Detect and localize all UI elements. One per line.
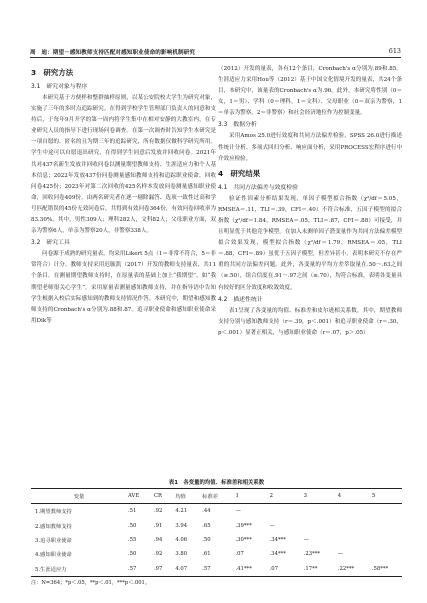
paragraph: 本研究基于方便样和整群抽样原则，以某公安院校大学生为研究对象，实施了三年的多时点追踪研究。在得到学校学生管理部门负责人的同意和支持后，于每年9月开学的第一周内将学生集中在相对安静的大教室内，在专业研究人员的指导下进行现场问卷调查。在第一次调查时告知学生本研究是一项自愿的、匿名的且为期三年的追踪研究，所有数据仅做科学研究所用。学生中途可以自愿退出研究，在得到学生同意后发放并回收问卷。2021年共对437名新生发放并回收问卷以测量期望教师支持、生涯适应力和个人基本信息；2022年发放437份问卷测量感知教师支持和追踪职业使命，回收问卷425份；2023年对第二次回收的425名样本发放问卷测量感知职业使命，回收问卷409份。由两名研究者在逐一剔除漏答、选项一致性过高和学号匹配错误的45份无效问卷后，共得到有效问卷364份，有效问卷回收率为83.30%。其中，男性309人；理科282人，文科82人；父母职业方面，双亲为警察6人，单亲为警察20人，非警察338人。 xyxy=(31,95,216,235)
table-header-cell: 4 xyxy=(334,489,368,504)
table-cell: .94 xyxy=(153,536,163,543)
table-cell: .50 xyxy=(128,551,137,558)
table-cell: .17** xyxy=(300,562,334,577)
table-cell: .44 xyxy=(202,508,211,515)
variable-name-cell: 3.追寻职业使命 xyxy=(35,537,72,544)
table-body xyxy=(31,504,402,577)
variable-name-cell: 1.期望教师支持 xyxy=(35,509,72,516)
table-cell: .50 xyxy=(202,536,211,543)
section-heading: 4 研究结果 xyxy=(218,168,261,178)
table-header-cell: 均值 xyxy=(171,489,198,504)
table-cell: .97 xyxy=(150,562,171,577)
table-cell: 3.94 xyxy=(175,522,188,529)
table-cell: .50 xyxy=(128,522,137,529)
paragraph: （2012）开发的量表，各有12个条目，Cronbach's α分别为.89和.85。生涯适应力采用Hou等（2012）基于中国文化情境开发的量表，共24个条目，本研究中，该量表的Cronbach's α为.96。此外，本研究将性别（0＝女，1＝男）、学科（0＝理科，1＝文科）、父母职业（0＝双亲为警察，1＝单亲为警察，2＝非警察）和社会经济地位作为控制变量。 xyxy=(218,66,402,117)
table-row xyxy=(31,562,402,577)
table-cell: .07 xyxy=(235,551,244,558)
paragraph: 问卷源于成熟的研究量表，均采用Likert 5点（1＝非常不符合，5＝非常符合）计分。教师支持采用迟毓凯（2017）开发的教师支持量表，共11个条目。在测量期望教师支持时，在原量表的基础上加上“我期望”，如“我期望老师很关心学生”。采用原量表测量感知教师支持，并在指导语中告知学生根据入校后实际感知到的教师支持情况作答。本研究中，期望和感知教师支持的Cronbach's α分别为.88和.87。追寻职业使命和感知职业使命采用Dik等 xyxy=(31,251,216,324)
table-cell xyxy=(300,504,334,519)
subsection-heading: 3.3 数据分析 xyxy=(218,122,257,129)
table-row xyxy=(31,533,402,547)
table-header-row xyxy=(31,489,402,504)
table-header-cell: 1 xyxy=(231,489,265,504)
correlation-table xyxy=(31,488,402,577)
table-header-cell: AVE xyxy=(124,489,150,504)
paragraph: 验证性因素分析结果发现，单因子模型拟合指数（χ²/df＝5.05，RMSEA＝.11，TLI＝.39，CFI＝.40）不符合标准，五因子模型的拟合指数（χ²/df＝1.84，RMSEA＝.05，TLI＝.87，CFI＝.88）可接受，并且明显优于其他竞争模型。在加入未测单因子潜变量作为共同方法偏差模型拟合效果发现，模型拟合指数（χ²/df＝1.79，RMSEA＝.05，TLI＝.88，CFI＝.89）虽优于五因子模型，但差异甚小，表明本研究不存在严重的共同方法偏差问题。此外，各变量的平均方差萃取量在.50～.63之间（≥.50），组合信度在.91～.97之间（≥.70），均符合标准，表明各变量具有较好的区分效度和收敛效度。 xyxy=(218,195,402,291)
variable-name-cell: 5.生涯适应力 xyxy=(31,562,124,577)
table-cell: .65 xyxy=(202,522,211,529)
table-cell: — xyxy=(269,522,275,529)
table-cell: .41*** xyxy=(231,562,265,577)
table-cell xyxy=(368,547,402,561)
table-cell: .55 xyxy=(128,536,137,543)
table-header-cell: 变量 xyxy=(31,489,124,504)
paragraph: 表1呈现了各变量的均值、标准差和皮尔逊相关系数。其中，期望教师支持分别与感知教师支持（r＝.39，p＜.001）和追寻职业使命（r＝.30，p＜.001）显著正相关，与感知职业使命（r＝.07，p＞.05） xyxy=(218,307,402,336)
table-header-cell: 2 xyxy=(266,489,300,504)
table-cell: .57 xyxy=(198,562,231,577)
variable-name-cell: 4.感知职业使命 xyxy=(35,552,72,559)
table-cell: .34*** xyxy=(269,536,286,543)
table-cell xyxy=(334,504,368,519)
table-cell xyxy=(334,518,368,532)
table-cell xyxy=(266,504,300,519)
table-row xyxy=(31,518,402,532)
page-number: 613 xyxy=(388,47,401,55)
table-cell: .23*** xyxy=(303,551,321,558)
table-row xyxy=(31,504,402,519)
subsection-heading: 3.2 研究工具 xyxy=(31,240,70,247)
running-header: 周 迪：期望－感知教师支持匹配对感知职业使命的影响机制研究 xyxy=(30,50,196,56)
table-cell: — xyxy=(235,508,241,515)
table-header-cell: 标准差 xyxy=(198,489,231,504)
variable-name-cell: 2.感知教师支持 xyxy=(35,523,72,530)
table-note: 注：N=364；*p＜.05，**p＜.01，***p＜.001。 xyxy=(31,579,151,586)
table-cell xyxy=(368,533,402,547)
table-row xyxy=(31,547,402,561)
header-rule xyxy=(30,57,401,58)
right-column xyxy=(218,64,402,339)
table-header-cell: CR xyxy=(150,489,171,504)
paragraph: 采用Amos 25.0进行效度和共同方法偏差检验，SPSS 26.0进行描述性统计分析、多项式回归分析、响应面分析，采用PROCESS宏程序进行中介效应检验。 xyxy=(218,133,402,162)
subsection-heading: 3.1 研究对象与程序 xyxy=(31,84,88,90)
table-cell: 4.06 xyxy=(175,536,188,543)
table-cell: .57 xyxy=(124,562,150,577)
subsection-heading: 4.2 描述性统计 xyxy=(218,296,263,303)
table-cell xyxy=(368,504,402,519)
table-cell: .22*** xyxy=(334,562,368,577)
table-cell: .39*** xyxy=(235,522,252,529)
table-cell: .92 xyxy=(153,551,163,558)
section-heading: 3 研究方法 xyxy=(31,68,74,77)
table-cell: — xyxy=(337,551,344,558)
table-cell xyxy=(368,518,402,532)
table-cell xyxy=(334,533,368,547)
table-header-cell: 3 xyxy=(300,489,334,504)
table-cell: .51 xyxy=(128,508,137,515)
table-cell: .30*** xyxy=(235,536,252,543)
table-caption: 表1 各变量的均值、标准差和相关系数 xyxy=(168,480,265,486)
table-cell: .07 xyxy=(266,562,300,577)
table-cell: 3.80 xyxy=(175,551,188,558)
table-cell: .61 xyxy=(202,551,211,558)
table-1 xyxy=(31,478,402,586)
table-cell: 4.07 xyxy=(171,562,198,577)
table-cell: .34*** xyxy=(269,551,286,558)
table-cell: — xyxy=(303,536,309,543)
table-cell: .92 xyxy=(153,508,163,515)
left-column xyxy=(31,64,216,327)
table-cell: .58*** xyxy=(368,562,402,577)
table-header-cell: 5 xyxy=(368,489,402,504)
subsection-heading: 4.1 共同方法偏差与效度检验 xyxy=(218,184,299,191)
table-cell xyxy=(300,518,334,532)
table-cell: .91 xyxy=(153,522,163,529)
table-cell: 4.21 xyxy=(175,508,188,515)
